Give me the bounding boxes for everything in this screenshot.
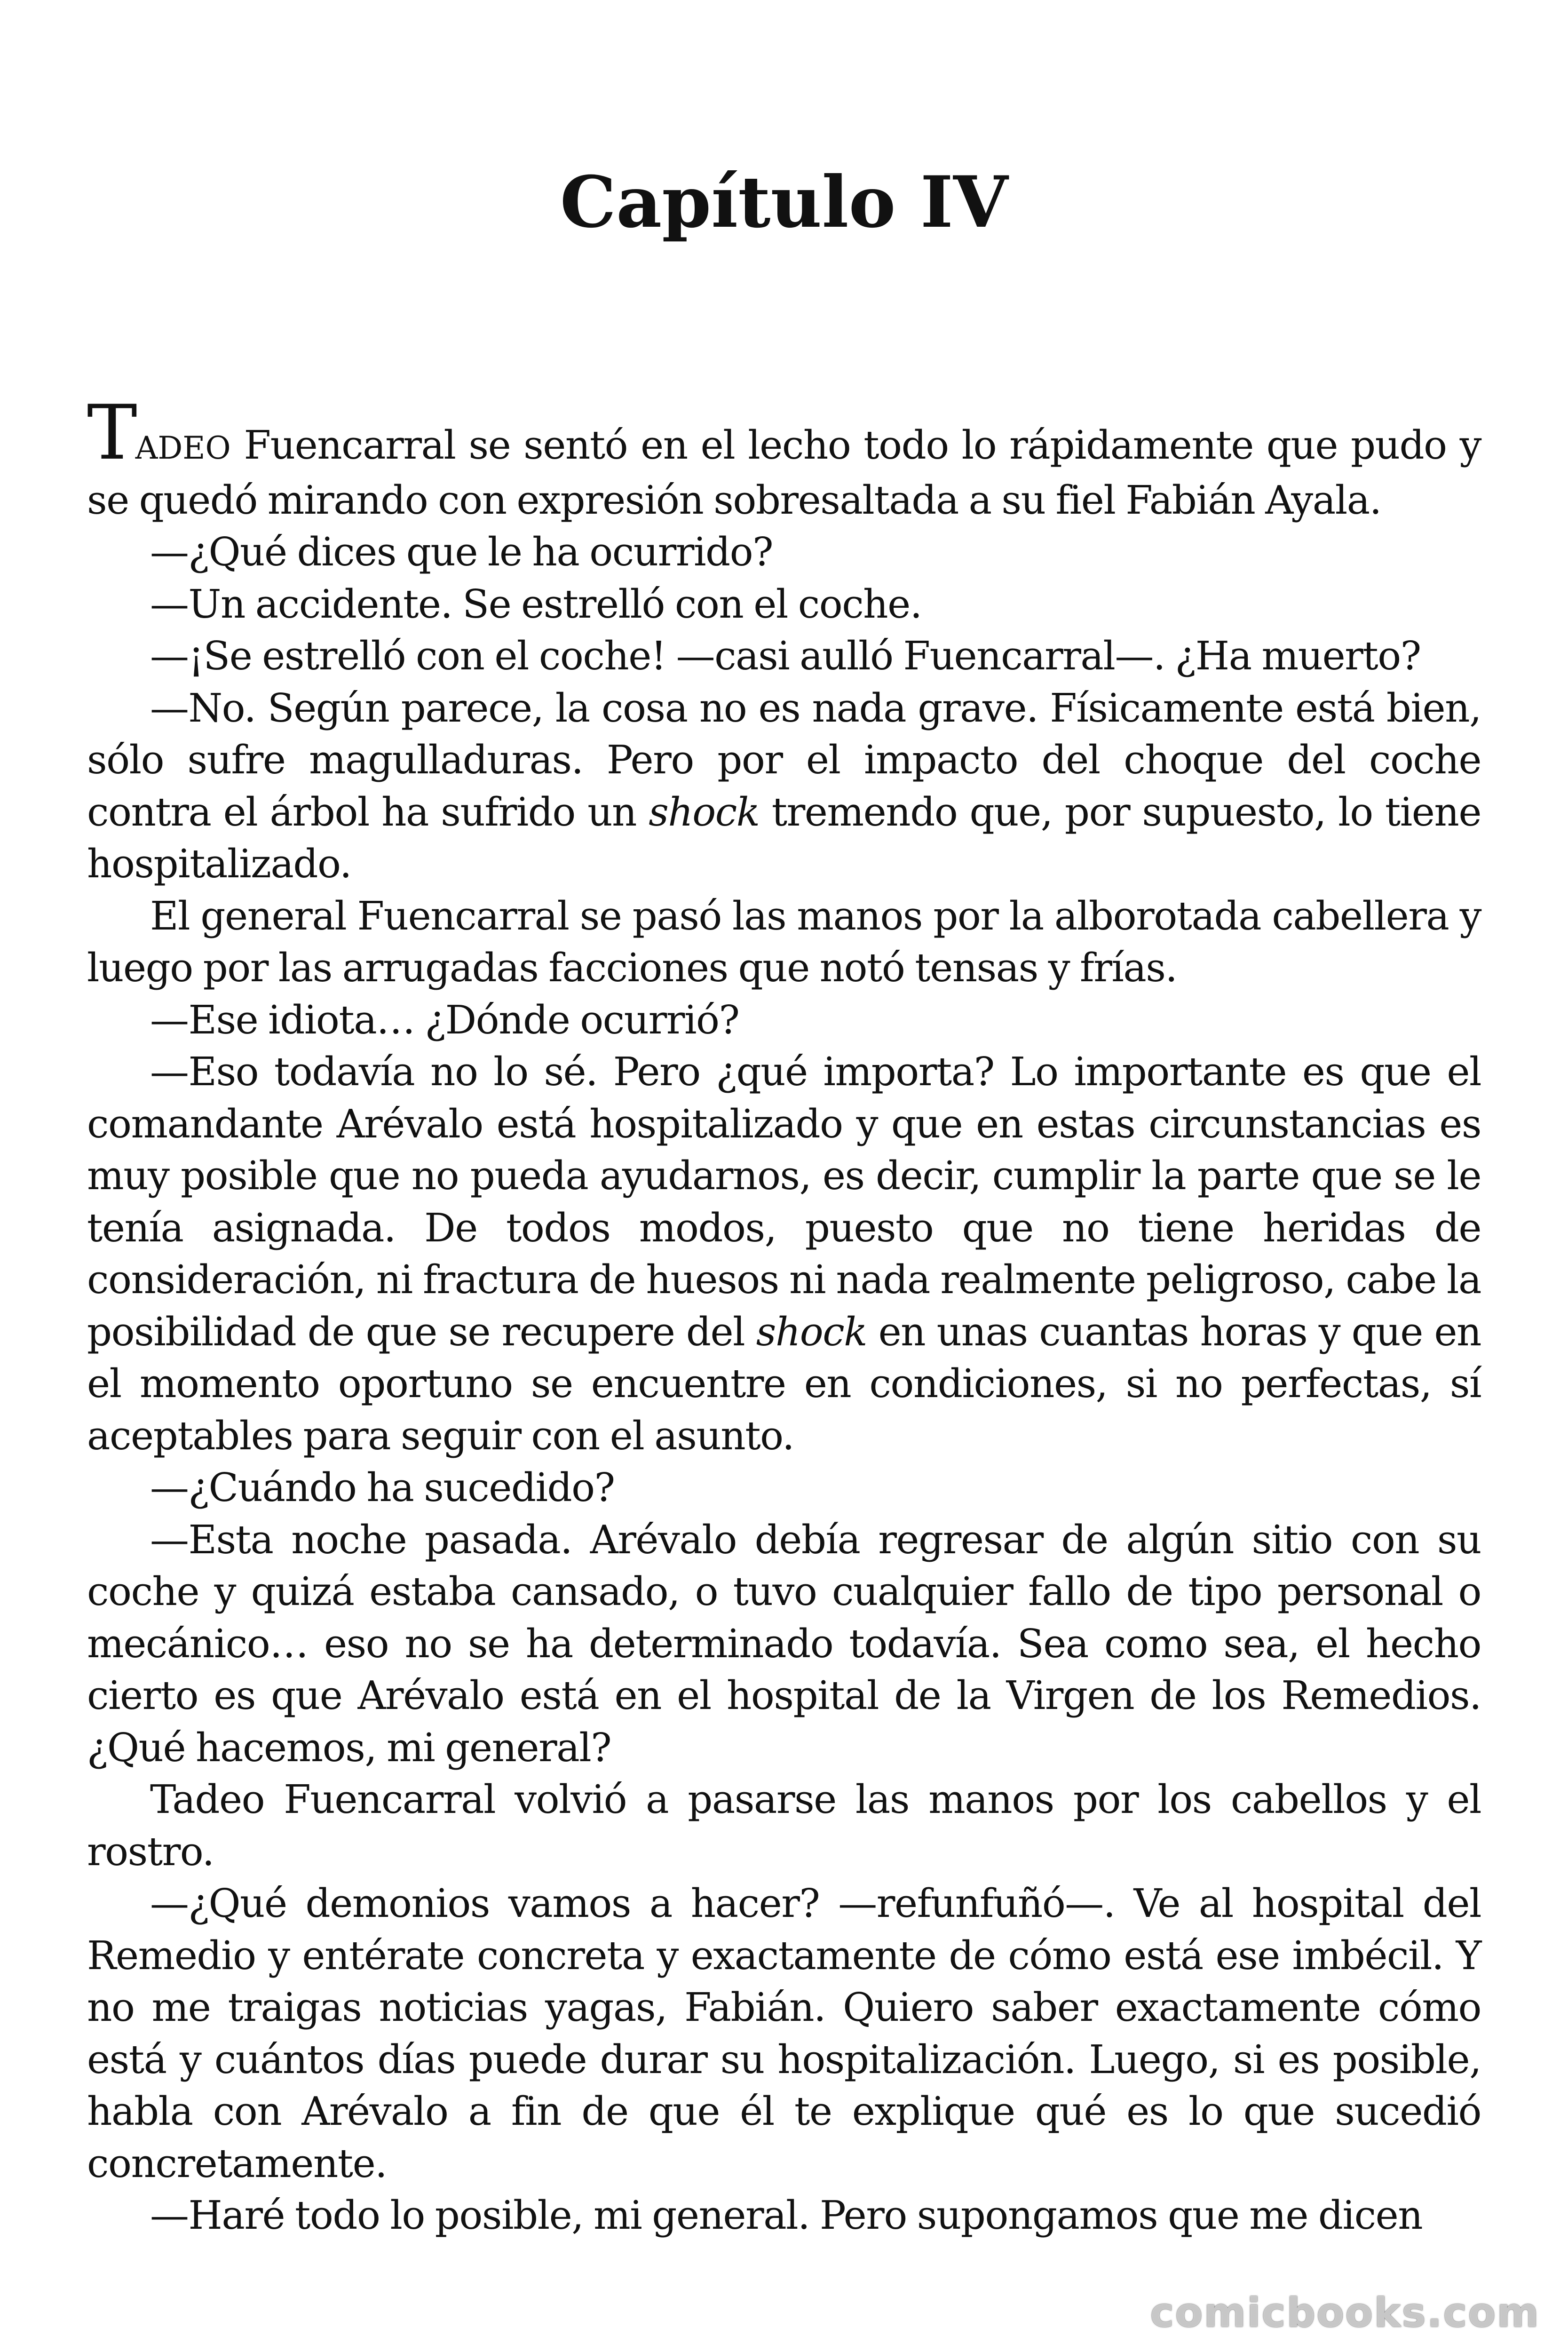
paragraph-8 [87,1046,1481,1462]
paragraph-6: El general Fuencarral se pasó las manos por la alborotada cabellera y luego por las arrugadas facciones que notó tensas y frías. [87,893,1481,991]
small-caps-lead: ADEO [135,430,231,466]
chapter-title: Capítulo IV [560,161,1008,244]
paragraph-text: en unas cuantas horas y que en el momento oportuno se encuentre en condiciones, si no perfectas, sí aceptables para seguir con el asunto. [87,1309,1481,1459]
italic-word: shock [649,789,760,835]
paragraph-5 [87,683,1481,890]
paragraph-1 [87,389,1481,526]
paragraph-2: —¿Qué dices que le ha ocurrido? [150,529,773,575]
paragraph-11: Tadeo Fuencarral volvió a pasarse las manos por los cabellos y el rostro. [87,1777,1481,1875]
paragraph-text: Fuencarral se sentó en el lecho todo lo rápidamente que pudo y se quedó mirando con expresión sobresaltada a su fiel Fabián Ayala. [87,422,1481,523]
paragraph-text: —Eso todavía no lo sé. Pero ¿qué importa? Lo importante es que el comandante Arévalo está hospitalizado y que en estas circunstancias es muy posible que no pueda ayudarnos, es decir, cumplir la parte que se le tenía asignada. De todos modos, puesto que no tiene heridas de consideración, ni fractura de huesos ni nada realmente peligroso, cabe la posibilidad de que se recupere del [87,1049,1481,1355]
chapter-body [87,389,1481,2242]
paragraph-4: —¡Se estrelló con el coche! —casi aulló Fuencarral—. ¿Ha muerto? [150,633,1421,679]
paragraph-3: —Un accidente. Se estrelló con el coche. [150,581,922,627]
paragraph-text: tremendo que, por supuesto, lo tiene hospitalizado. [87,789,1481,887]
paragraph-7: —Ese idiota… ¿Dónde ocurrió? [150,997,739,1043]
paragraph-12: —¿Qué demonios vamos a hacer? —refunfuñó—. Ve al hospital del Remedio y entérate concreta y exactamente de cómo está ese imbécil. Y no me traigas noticias yagas, Fabián. Quiero saber exactamente cómo está y cuántos días puede durar su hospitalización. Luego, si es posible, habla con Arévalo a fin de que él te explique qué es lo que sucedió concretamente. [87,1881,1481,2186]
paragraph-text: —No. Según parece, la cosa no es nada grave. Físicamente está bien, sólo sufre magulladuras. Pero por el impacto del choque del coche contra el árbol ha sufrido un [87,685,1481,835]
italic-word: shock [756,1309,867,1355]
paragraph-10: —Esta noche pasada. Arévalo debía regresar de algún sitio con su coche y quizá estaba cansado, o tuvo cualquier fallo de tipo personal o mecánico… eso no se ha determinado todavía. Sea como sea, el hecho cierto es que Arévalo está en el hospital de la Virgen de los Remedios. ¿Qué hacemos, mi general? [87,1517,1481,1771]
book-page [87,0,1481,2352]
watermark-logo: comicbooks.com [1150,2289,1540,2336]
paragraph-13: —Haré todo lo posible, mi general. Pero supongamos que me dicen [150,2193,1423,2238]
drop-cap: T [87,389,135,477]
paragraph-9: —¿Cuándo ha sucedido? [150,1465,615,1510]
